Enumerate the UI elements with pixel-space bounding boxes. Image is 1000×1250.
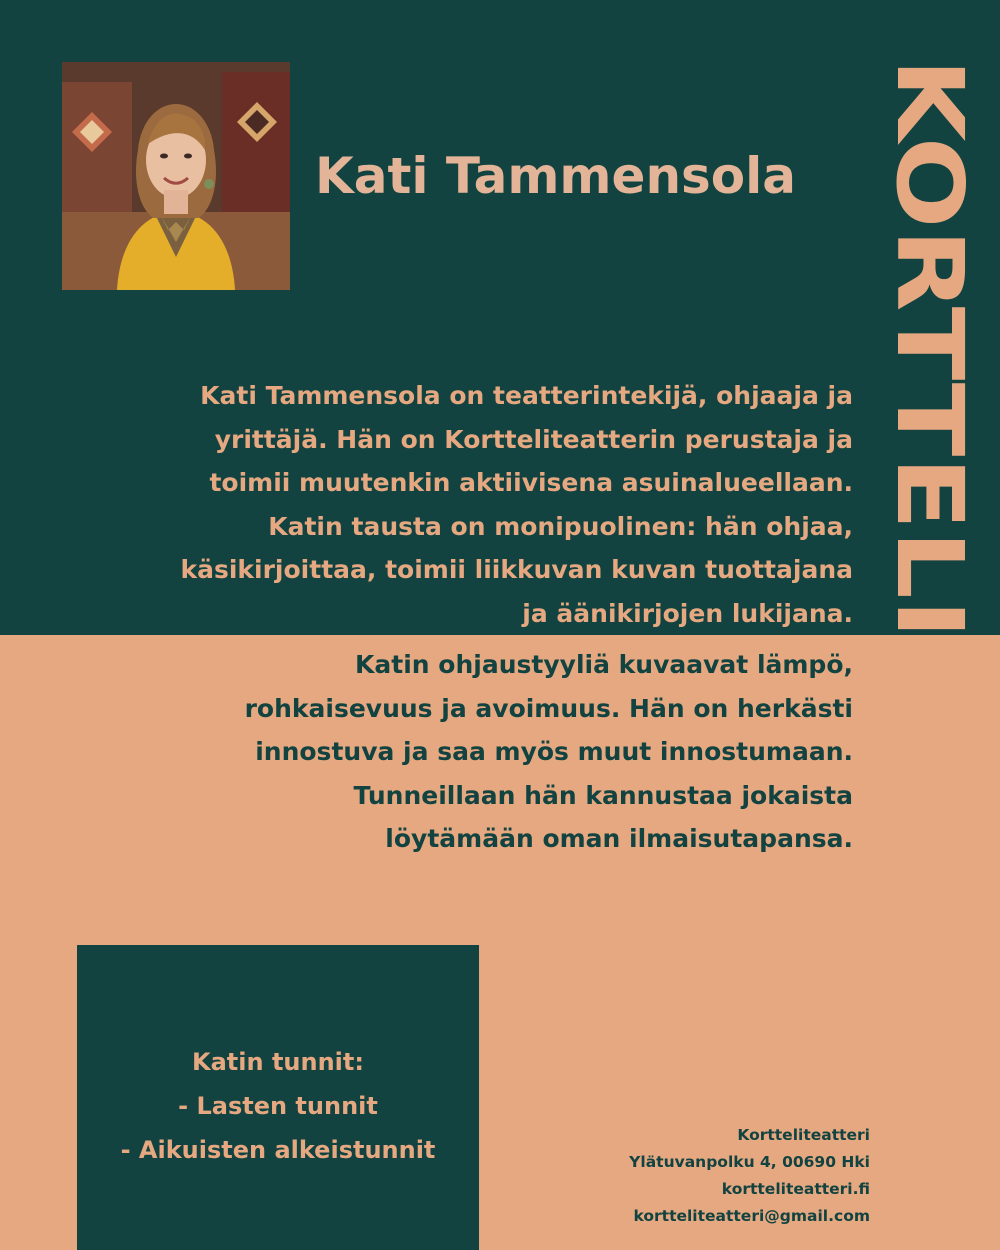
bio-line: Kati Tammensola on teatterintekijä, ohjaaja ja [200,381,853,410]
bio-line: ja äänikirjojen lukijana. [522,598,853,628]
contact-website[interactable]: kortteliteatteri.fi [721,1180,870,1198]
bio-paragraph-1 [53,374,853,635]
contact-block [450,1122,870,1230]
portrait-photo-icon [62,62,290,290]
bio-line: Katin ohjaustyyliä kuvaavat lämpö, [355,650,853,679]
contact-address: Ylätuvanpolku 4, 00690 Hki [629,1153,870,1171]
lesson-item: - Aikuisten alkeistunnit [120,1136,436,1164]
bio-line: Tunneillaan hän kannustaa jokaista [353,780,853,810]
lessons-box [77,945,479,1250]
contact-org: Kortteliteatteri [737,1126,870,1144]
bio-line: innostuva ja saa myös muut innostumaan. [255,737,853,766]
bio-line: käsikirjoittaa, toimii liikkuvan kuvan tuottajana [180,555,853,584]
bio-line: toimii muutenkin aktiivisena asuinalueellaan. [209,468,853,497]
portrait-photo [62,62,290,290]
profile-name: Kati Tammensola [315,147,797,205]
vertical-logo [876,58,983,1208]
contact-email[interactable]: kortteliteatteri@gmail.com [633,1207,870,1225]
bio-line: Katin tausta on monipuolinen: hän ohjaa, [268,511,853,541]
lesson-item: - Lasten tunnit [178,1092,378,1120]
bio-paragraph-2 [53,643,853,861]
bio-line: rohkaisevuus ja avoimuus. Hän on herkästi [244,693,853,723]
lessons-heading: Katin tunnit: [192,1048,364,1076]
bio-line: löytämään oman ilmaisutapansa. [385,824,853,853]
vertical-logo-text: KORTTELITEATTERI [876,58,983,1039]
vertical-logo-svg [876,58,983,1208]
lessons-list [77,1040,479,1172]
bio-line: yrittäjä. Hän on Kortteliteatterin perustaja ja [214,424,853,454]
